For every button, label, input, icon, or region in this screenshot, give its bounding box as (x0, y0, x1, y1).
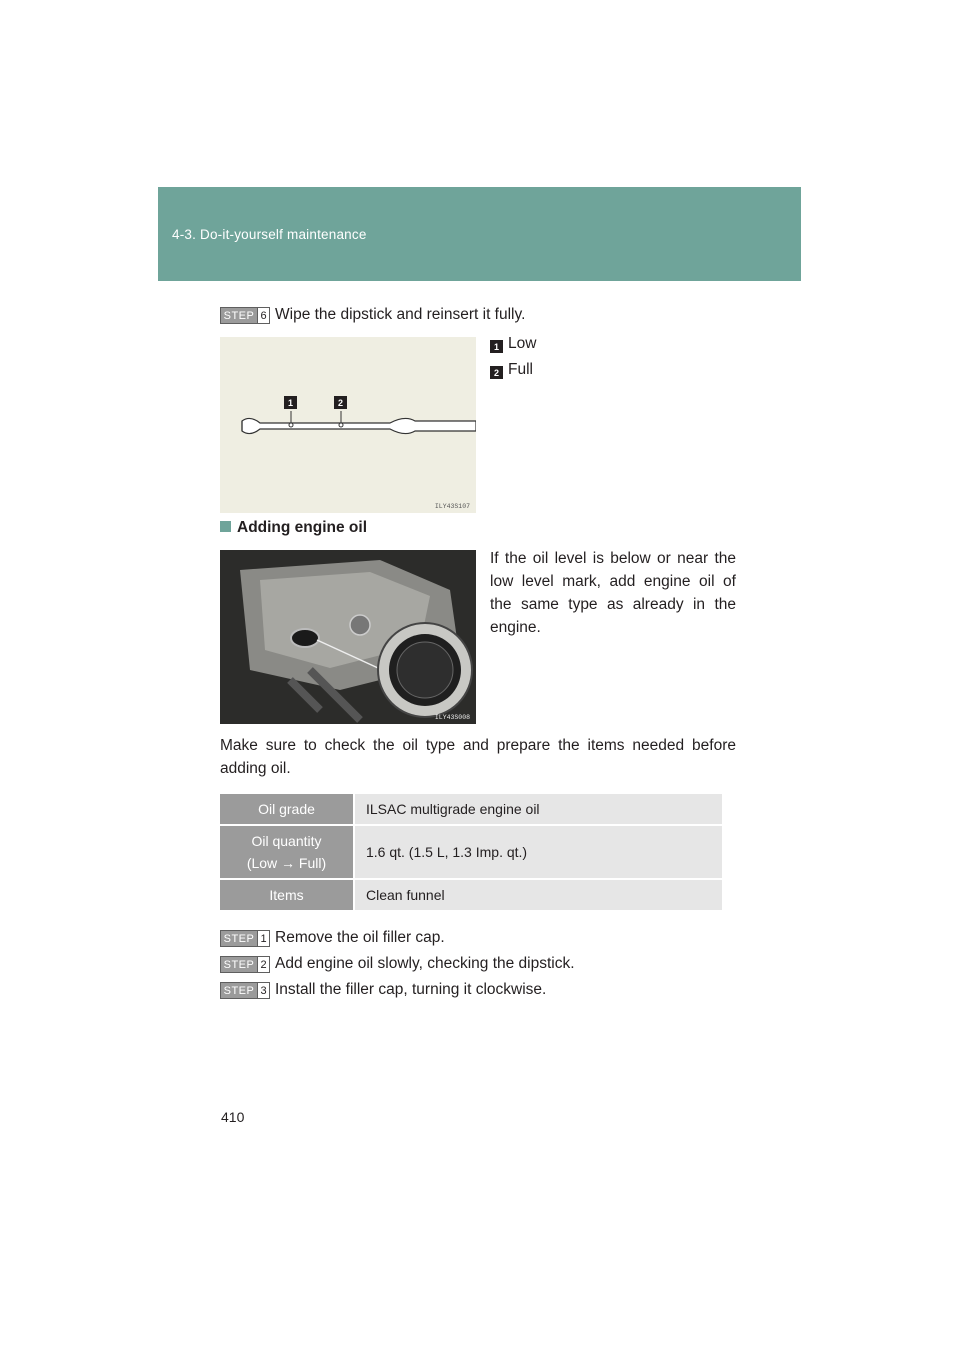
dipstick-illustration (220, 337, 476, 513)
section-title: 4-3. Do-it-yourself maintenance (172, 227, 367, 242)
step-6-text: Wipe the dipstick and reinsert it fully. (275, 306, 526, 323)
table-value: ILSAC multigrade engine oil (354, 794, 722, 825)
legend-full: Full (508, 361, 533, 378)
step-badge-number: 2 (257, 957, 269, 972)
adding-oil-note: Make sure to check the oil type and prepare the items needed before adding oil. (220, 737, 736, 777)
step-1-badge (220, 930, 270, 947)
table-key: Items (220, 879, 354, 911)
table-value: 1.6 qt. (1.5 L, 1.3 Imp. qt.) (354, 825, 722, 879)
callout-1: 1 (284, 396, 297, 409)
legend-low: Low (508, 335, 537, 352)
adding-oil-intro: If the oil level is below or near the low level mark, add engine oil of the same type as already in the engine. (490, 550, 736, 636)
page-number: 410 (221, 1109, 245, 1125)
step-2-text: Add engine oil slowly, checking the dipstick. (275, 955, 575, 972)
table-row (220, 794, 722, 825)
step-6-badge (220, 307, 270, 324)
step-badge-number: 1 (257, 931, 269, 946)
step-badge-number: 6 (257, 308, 269, 323)
engine-photo (220, 550, 476, 724)
table-row (220, 879, 722, 911)
step-3-text: Install the filler cap, turning it clockwise. (275, 981, 547, 998)
legend-num-1: 1 (490, 340, 503, 353)
figure-code: ILY43S107 (434, 503, 470, 510)
step-3-badge (220, 982, 270, 999)
engine-drawing (220, 550, 476, 724)
step-badge-label: STEP (221, 308, 257, 323)
step-badge-label: STEP (221, 957, 257, 972)
table-value: Clean funnel (354, 879, 722, 911)
figure-code: ILY43S008 (434, 714, 470, 721)
step-badge-label: STEP (221, 931, 257, 946)
legend-num-2: 2 (490, 366, 503, 379)
dipstick-drawing (220, 337, 476, 513)
table-key: Oil grade (220, 794, 354, 825)
table-row (220, 825, 722, 879)
section-header-bar (158, 187, 801, 281)
table-key: Oil quantity (Low → Full) (220, 825, 354, 879)
step-badge-label: STEP (221, 983, 257, 998)
oil-spec-table (220, 794, 722, 912)
callout-2: 2 (334, 396, 347, 409)
step-1-text: Remove the oil filler cap. (275, 929, 445, 946)
step-2-badge (220, 956, 270, 973)
heading-square-icon (220, 521, 231, 532)
step-badge-number: 3 (257, 983, 269, 998)
adding-oil-heading: Adding engine oil (220, 519, 367, 537)
